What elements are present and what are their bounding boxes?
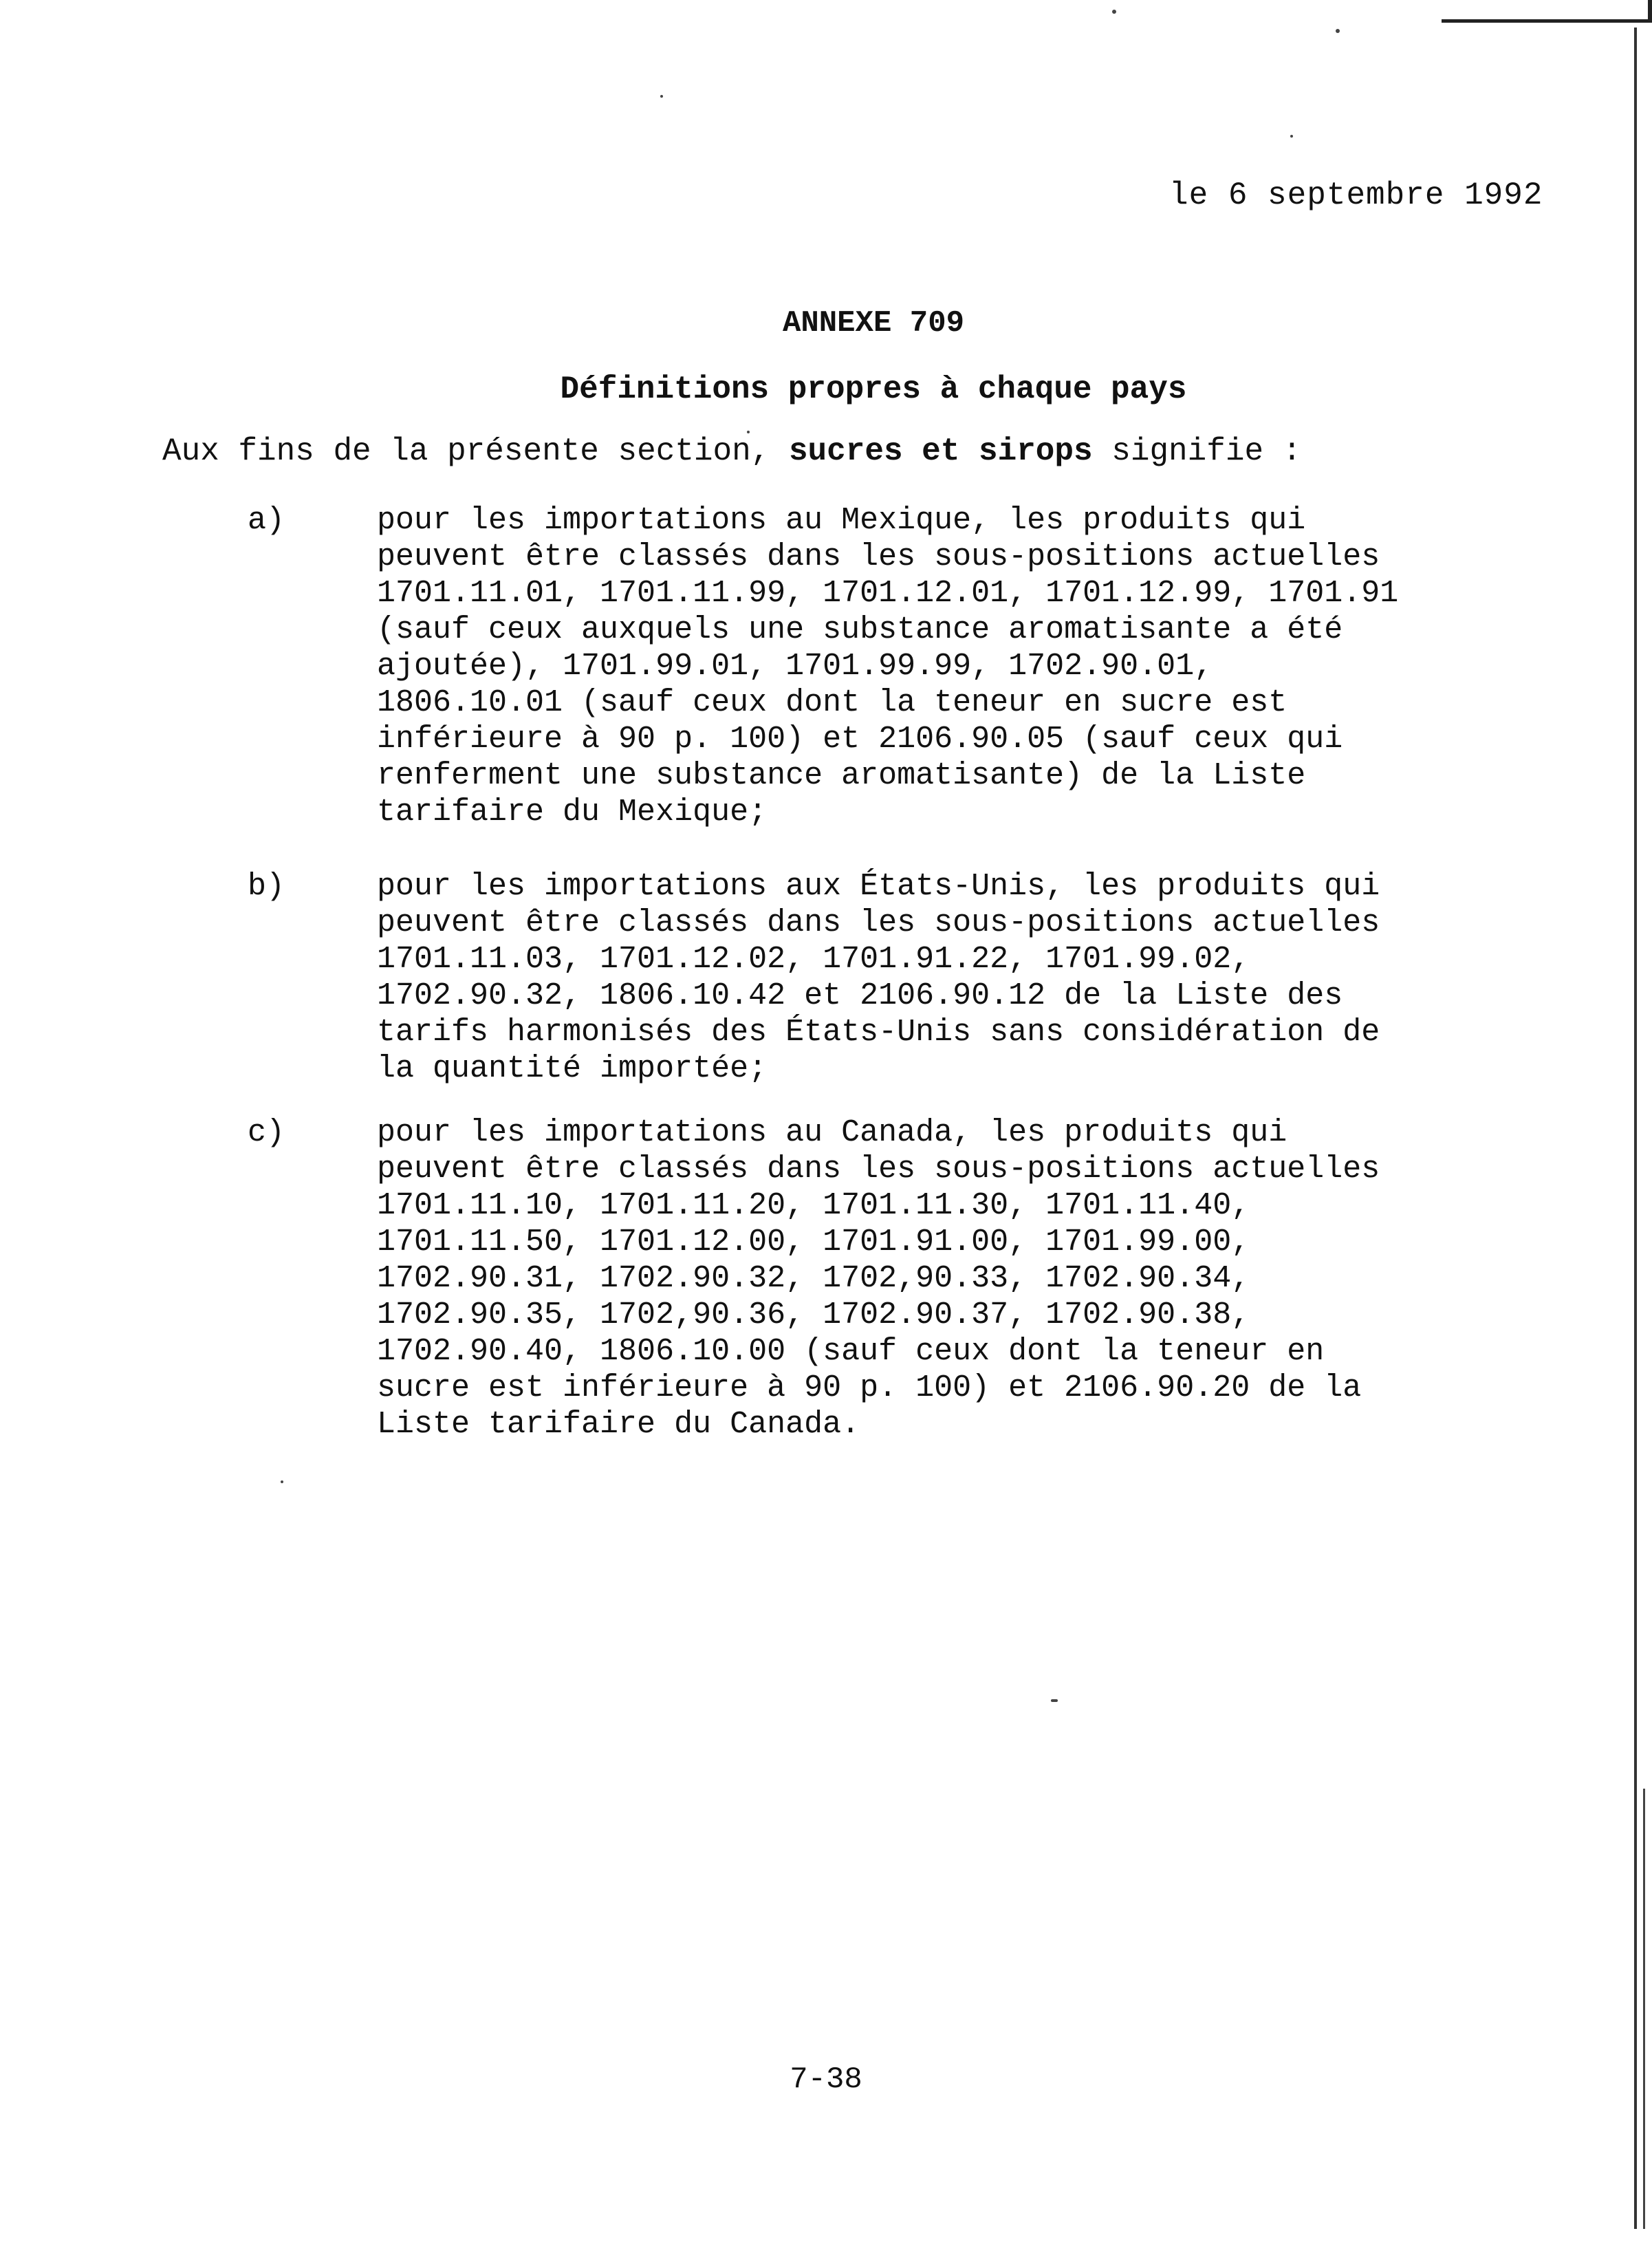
item-line: peuvent être classés dans les sous-positions actuelles — [377, 1152, 1380, 1187]
item-label: b) — [248, 869, 285, 904]
item-line: (sauf ceux auxquels une substance aromatisante a été — [377, 612, 1343, 647]
item-line: renferment une substance aromatisante) de la Liste — [377, 758, 1306, 793]
item-text — [377, 502, 1601, 830]
item-line: pour les importations au Mexique, les produits qui — [377, 503, 1306, 538]
item-line: 1702.90.35, 1702,90.36, 1702.90.37, 1702.90.38, — [377, 1297, 1250, 1333]
item-line: 1701.11.50, 1701.12.00, 1701.91.00, 1701.99.00, — [377, 1225, 1250, 1260]
intro-text-before: Aux fins de la présente section, — [162, 433, 770, 469]
item-line: 1702.90.31, 1702.90.32, 1702,90.33, 1702.90.34, — [377, 1261, 1250, 1296]
scan-speck — [281, 1480, 283, 1483]
scan-speck — [1336, 29, 1340, 33]
item-line: sucre est inférieure à 90 p. 100) et 2106.90.20 de la — [377, 1370, 1362, 1405]
item-text — [377, 868, 1601, 1087]
item-line: tarifs harmonisés des États-Unis sans considération de — [377, 1015, 1380, 1050]
scan-corner-mark — [1442, 0, 1652, 23]
item-line: 1806.10.01 (sauf ceux dont la teneur en sucre est — [377, 685, 1287, 720]
item-line: 1701.11.10, 1701.11.20, 1701.11.30, 1701.11.40, — [377, 1188, 1250, 1223]
item-line: Liste tarifaire du Canada. — [377, 1407, 860, 1442]
item-line: 1702.90.32, 1806.10.42 et 2106.90.12 de la Liste des — [377, 978, 1343, 1013]
item-label: a) — [248, 503, 285, 538]
scan-speck — [1112, 10, 1116, 14]
page-number: 7-38 — [790, 2062, 862, 2097]
item-line: 1701.11.01, 1701.11.99, 1701.12.01, 1701.12.99, 1701.91 — [377, 576, 1399, 611]
document-date: le 6 septembre 1992 — [1169, 177, 1543, 213]
scan-edge-line-secondary — [1643, 1789, 1645, 2229]
scan-speck — [660, 95, 663, 98]
item-line: peuvent être classés dans les sous-positions actuelles — [377, 539, 1380, 574]
intro-text-after: signifie : — [1111, 433, 1302, 469]
item-text — [377, 1114, 1601, 1443]
scan-edge-line — [1634, 28, 1637, 2229]
annex-subtitle: Définitions propres à chaque pays — [560, 371, 1187, 407]
item-line: peuvent être classés dans les sous-positions actuelles — [377, 905, 1380, 940]
annex-title: ANNEXE 709 — [782, 306, 965, 341]
intro-paragraph — [162, 433, 1301, 469]
item-line: pour les importations au Canada, les produits qui — [377, 1115, 1287, 1150]
item-line: 1702.90.40, 1806.10.00 (sauf ceux dont la teneur en — [377, 1334, 1325, 1369]
item-line: tarifaire du Mexique; — [377, 795, 768, 830]
item-line: 1701.11.03, 1701.12.02, 1701.91.22, 1701.99.02, — [377, 942, 1250, 977]
item-label: c) — [248, 1115, 285, 1150]
scan-speck — [1051, 1699, 1058, 1702]
item-line: ajoutée), 1701.99.01, 1701.99.99, 1702.90.01, — [377, 649, 1213, 684]
scan-speck — [1290, 135, 1293, 138]
item-line: la quantité importée; — [377, 1051, 768, 1086]
item-line: inférieure à 90 p. 100) et 2106.90.05 (sauf ceux qui — [377, 722, 1343, 757]
item-line: pour les importations aux États-Unis, les produits qui — [377, 869, 1380, 904]
intro-bold-term: sucres et sirops — [788, 433, 1093, 469]
